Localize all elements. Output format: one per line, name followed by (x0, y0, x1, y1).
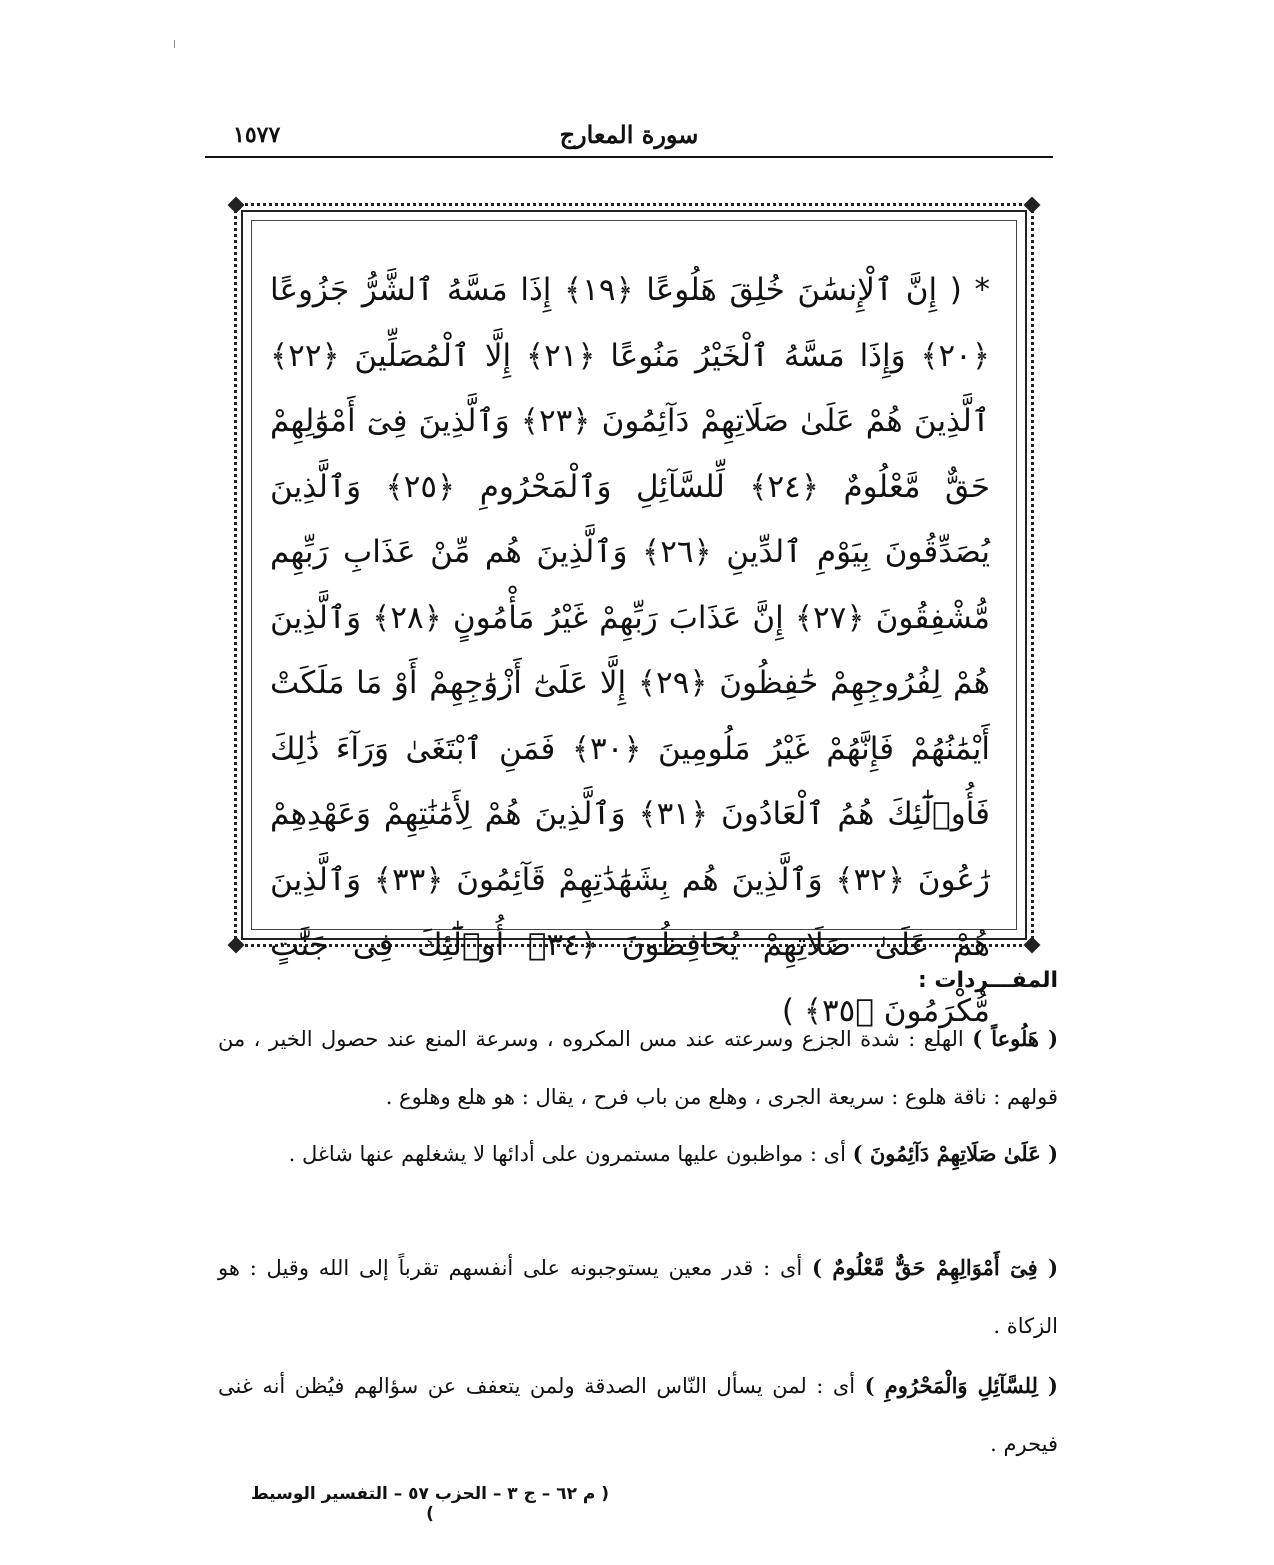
footer-note: ( م ٦٢ – ج ٣ – الحزب ٥٧ – التفسير الوسيط ) (250, 1484, 610, 1524)
entry-term: ( لِلسَّآئِلِ وَالْمَحْرُومِ ) (864, 1373, 1058, 1398)
vocabulary-entry (218, 1357, 1058, 1473)
quran-verses: * ( إِنَّ ٱلْإِنسَٰنَ خُلِقَ هَلُوعًا ﴿١٩﴾ إِذَا مَسَّهُ ٱلشَّرُّ جَزُوعًا ﴿٢٠﴾ وَإِذَا مَسَّهُ ٱلْخَيْرُ مَنُوعًا ﴿٢١﴾ إِلَّا ٱلْمُصَلِّينَ ﴿٢٢﴾ ٱلَّذِينَ هُمْ عَلَىٰ صَلَاتِهِمْ دَآئِمُونَ ﴿٢٣﴾ وَٱلَّذِينَ فِىٓ أَمْوَٰلِهِمْ حَقٌّ مَّعْلُومٌ ﴿٢٤﴾ لِّلسَّآئِلِ وَٱلْمَحْرُومِ ﴿٢٥﴾ وَٱلَّذِينَ يُصَدِّقُونَ بِيَوْمِ ٱلدِّينِ ﴿٢٦﴾ وَٱلَّذِينَ هُم مِّنْ عَذَابِ رَبِّهِم مُّشْفِقُونَ ﴿٢٧﴾ إِنَّ عَذَابَ رَبِّهِمْ غَيْرُ مَأْمُونٍ ﴿٢٨﴾ وَٱلَّذِينَ هُمْ لِفُرُوجِهِمْ حَٰفِظُونَ ﴿٢٩﴾ إِلَّا عَلَىٰٓ أَزْوَٰجِهِمْ أَوْ مَا مَلَكَتْ أَيْمَٰنُهُمْ فَإِنَّهُمْ غَيْرُ مَلُومِينَ ﴿٣٠﴾ فَمَنِ ٱبْتَغَىٰ وَرَآءَ ذَٰلِكَ فَأُو۟لَٰٓئِكَ هُمُ ٱلْعَادُونَ ﴿٣١﴾ وَٱلَّذِينَ هُمْ لِأَمَٰنَٰتِهِمْ وَعَهْدِهِمْ رَٰعُونَ ﴿٣٢﴾ وَٱلَّذِينَ هُم بِشَهَٰدَٰتِهِمْ قَآئِمُونَ ﴿٣٣﴾ وَٱلَّذِينَ هُمْ عَلَىٰ صَلَاتِهِمْ يُحَافِظُونَ ﴿٣٤﴾ أُو۟لَٰٓئِكَ فِى جَنَّٰتٍ مُّكْرَمُونَ ﴿٣٥﴾ ) (270, 272, 991, 1029)
entry-explanation: الهلع : شدة الجزع وسرعته عند مس المكروه ، وسرعة المنع عند حصول الخير ، من قولهم : ناقة هلوع : سريعة الجرى ، وهلع من باب فرح ، يقال : هو هلع وهلوع . (218, 1027, 1058, 1109)
entry-explanation: أى : لمن يسأل النّاس الصدقة ولمن يتعفف عن سؤالهم فيُظن أنه غنى فيحرم . (218, 1374, 1058, 1456)
page-number: ١٥٧٧ (233, 122, 281, 148)
vocabulary-entry (218, 1125, 1058, 1183)
vocabulary-entry (218, 1010, 1058, 1126)
entry-explanation: أى : قدر معين يستوجبونه على أنفسهم تقرباً إلى الله وقيل : هو الزكاة . (218, 1256, 1058, 1338)
frame-corner-ornament (1024, 937, 1041, 954)
vocabulary-entry (218, 1239, 1058, 1355)
entry-term: ( فِىٓ أَمْوَالِهِمْ حَقٌّ مَّعْلُومٌ ) (812, 1255, 1059, 1280)
entry-explanation: أى : مواظبون عليها مستمرون على أدائها لا يشغلهم عنها شاغل . (288, 1142, 853, 1166)
entry-term: ( هَلُوعاً ) (972, 1026, 1058, 1051)
header-rule (205, 156, 1053, 158)
frame-corner-ornament (228, 197, 245, 214)
vocabulary-heading: المفـــردات : (917, 968, 1058, 993)
entry-term: ( عَلَىٰ صَلَاتِهِمْ دَآئِمُونَ ) (852, 1141, 1058, 1166)
frame-corner-ornament (1024, 197, 1041, 214)
frame-corner-ornament (228, 937, 245, 954)
surah-title: سورة المعارج (559, 120, 699, 149)
page-speck (174, 40, 175, 48)
page-header (205, 118, 1053, 158)
